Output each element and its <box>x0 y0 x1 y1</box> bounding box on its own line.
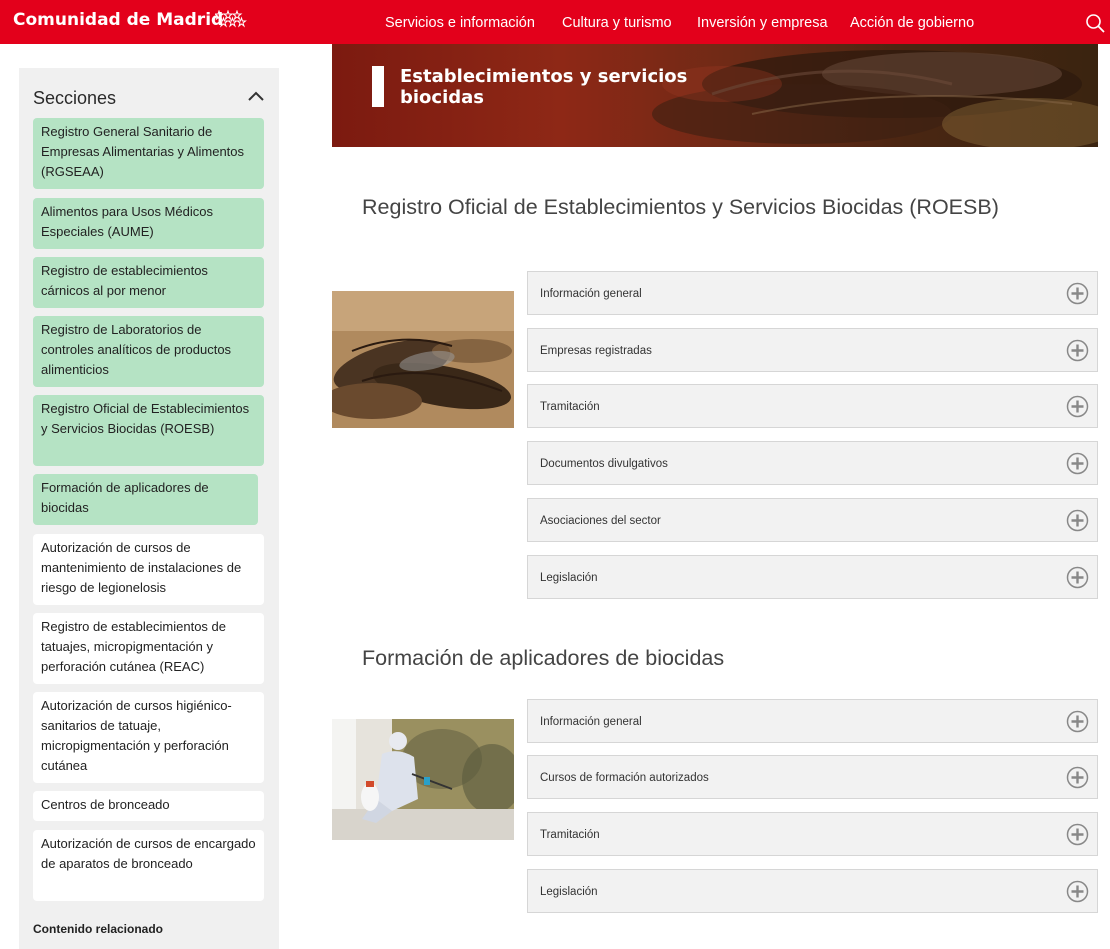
nav-inversion[interactable]: Inversión y empresa <box>697 15 828 31</box>
related-content-heading: Contenido relacionado <box>33 922 164 936</box>
plus-circle-icon[interactable] <box>1066 823 1089 846</box>
cockroach-image <box>332 291 514 428</box>
accordion-label: Legislación <box>540 572 598 584</box>
plus-circle-icon[interactable] <box>1066 766 1089 789</box>
chevron-up-icon[interactable] <box>247 90 265 102</box>
top-bar <box>0 0 1110 44</box>
sidebar-item-cursos-bronceado[interactable]: Autorización de cursos de encargado de aparatos de bronceado <box>33 830 264 901</box>
nav-cultura[interactable]: Cultura y turismo <box>562 15 672 31</box>
sidebar-item-aume[interactable]: Alimentos para Usos Médicos Especiales (AUME) <box>33 198 264 249</box>
accordion-label: Cursos de formación autorizados <box>540 772 709 784</box>
plus-circle-icon[interactable] <box>1066 566 1089 589</box>
sidebar-item-laboratorios[interactable]: Registro de Laboratorios de controles analíticos de productos alimenticios <box>33 316 264 387</box>
nav-accion-gobierno[interactable]: Acción de gobierno <box>850 15 975 31</box>
stars-icon <box>215 10 249 28</box>
accordion-formacion-informacion-general[interactable] <box>527 699 1098 743</box>
sidebar-item-formacion-biocidas[interactable]: Formación de aplicadores de biocidas <box>33 474 258 525</box>
accordion-label: Información general <box>540 716 642 728</box>
accordion-label: Asociaciones del sector <box>540 515 661 527</box>
banner-accent-bar <box>372 66 384 107</box>
accordion-label: Empresas registradas <box>540 345 652 357</box>
sidebar-item-reac[interactable]: Registro de establecimientos de tatuajes, micropigmentación y perforación cutánea (REAC) <box>33 613 264 684</box>
accordion-formacion-cursos-autorizados[interactable] <box>527 755 1098 799</box>
plus-circle-icon[interactable] <box>1066 710 1089 733</box>
accordion-formacion-legislacion[interactable] <box>527 869 1098 913</box>
sidebar-item-carnicos[interactable]: Registro de establecimientos cárnicos al por menor <box>33 257 264 308</box>
accordion-roesb-tramitacion[interactable] <box>527 384 1098 428</box>
accordion-label: Tramitación <box>540 401 600 413</box>
sidebar-item-bronceado[interactable]: Centros de bronceado <box>33 791 264 821</box>
accordion-formacion-tramitacion[interactable] <box>527 812 1098 856</box>
plus-circle-icon[interactable] <box>1066 880 1089 903</box>
accordion-roesb-legislacion[interactable] <box>527 555 1098 599</box>
accordion-label: Documentos divulgativos <box>540 458 668 470</box>
brand-logo-text[interactable]: Comunidad de Madrid <box>13 10 224 30</box>
plus-circle-icon[interactable] <box>1066 282 1089 305</box>
page-title: Establecimientos y servicios biocidas <box>400 66 688 108</box>
accordion-roesb-documentos-divulgativos[interactable] <box>527 441 1098 485</box>
pesticide-applicator-image <box>332 719 514 840</box>
accordion-roesb-informacion-general[interactable] <box>527 271 1098 315</box>
accordion-label: Legislación <box>540 886 598 898</box>
sidebar-title: Secciones <box>33 88 117 108</box>
sidebar-item-rgseaa[interactable]: Registro General Sanitario de Empresas Alimentarias y Alimentos (RGSEAA) <box>33 118 264 189</box>
plus-circle-icon[interactable] <box>1066 395 1089 418</box>
section-title-formacion-biocidas: Formación de aplicadores de biocidas <box>362 646 725 670</box>
page-banner <box>332 44 1098 147</box>
sidebar-item-roesb[interactable]: Registro Oficial de Establecimientos y Servicios Biocidas (ROESB) <box>33 395 264 466</box>
sidebar <box>19 68 279 949</box>
sidebar-item-cursos-tatuaje[interactable]: Autorización de cursos higiénico-sanitarios de tatuaje, micropigmentación y perforación cutánea <box>33 692 264 783</box>
accordion-label: Información general <box>540 288 642 300</box>
plus-circle-icon[interactable] <box>1066 339 1089 362</box>
accordion-roesb-empresas-registradas[interactable] <box>527 328 1098 372</box>
section-title-roesb: Registro Oficial de Establecimientos y Servicios Biocidas (ROESB) <box>362 195 999 219</box>
accordion-roesb-asociaciones-sector[interactable] <box>527 498 1098 542</box>
nav-servicios[interactable]: Servicios e información <box>385 15 535 31</box>
sidebar-item-legionelosis[interactable]: Autorización de cursos de mantenimiento de instalaciones de riesgo de legionelosis <box>33 534 264 605</box>
plus-circle-icon[interactable] <box>1066 509 1089 532</box>
accordion-label: Tramitación <box>540 829 600 841</box>
search-icon[interactable] <box>1085 13 1105 33</box>
plus-circle-icon[interactable] <box>1066 452 1089 475</box>
